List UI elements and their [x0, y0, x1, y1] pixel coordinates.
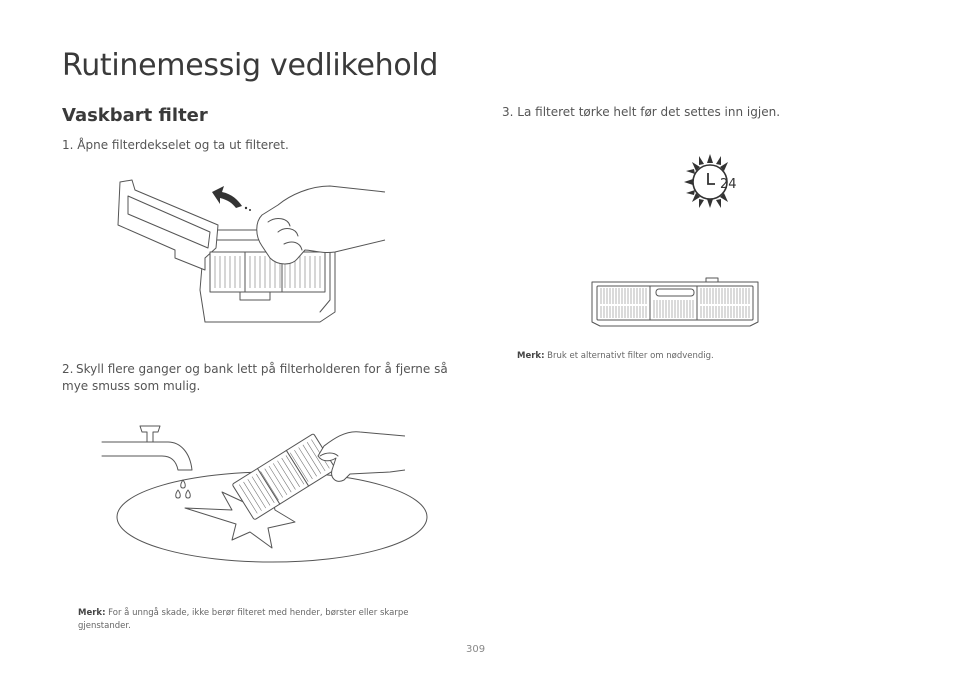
- note-2-label: Merk:: [517, 351, 545, 361]
- note-1-label: Merk:: [78, 608, 106, 618]
- step-2-text: Skyll flere ganger og bank lett på filterholderen for å fjerne så mye smuss som mulig.: [62, 362, 448, 393]
- step-2-number: 2.: [62, 362, 74, 376]
- step-1-number: 1.: [62, 138, 74, 152]
- step-3-number: 3.: [502, 105, 514, 119]
- dry-hours-label: 24: [720, 177, 737, 192]
- page-title: Rutinemessig vedlikehold: [62, 48, 439, 83]
- note-1-text: For å unngå skade, ikke berør filteret med hender, børster eller skarpe gjenstander.: [78, 608, 409, 631]
- step-3-text: La filteret tørke helt før det settes inn igjen.: [517, 105, 781, 119]
- page-number: 309: [466, 644, 486, 655]
- section-title: Vaskbart filter: [62, 105, 208, 126]
- step-1-text: Åpne filterdekselet og ta ut filteret.: [77, 138, 289, 152]
- note-2: [517, 350, 714, 363]
- note-2-text: Bruk et alternativt filter om nødvendig.: [547, 351, 714, 361]
